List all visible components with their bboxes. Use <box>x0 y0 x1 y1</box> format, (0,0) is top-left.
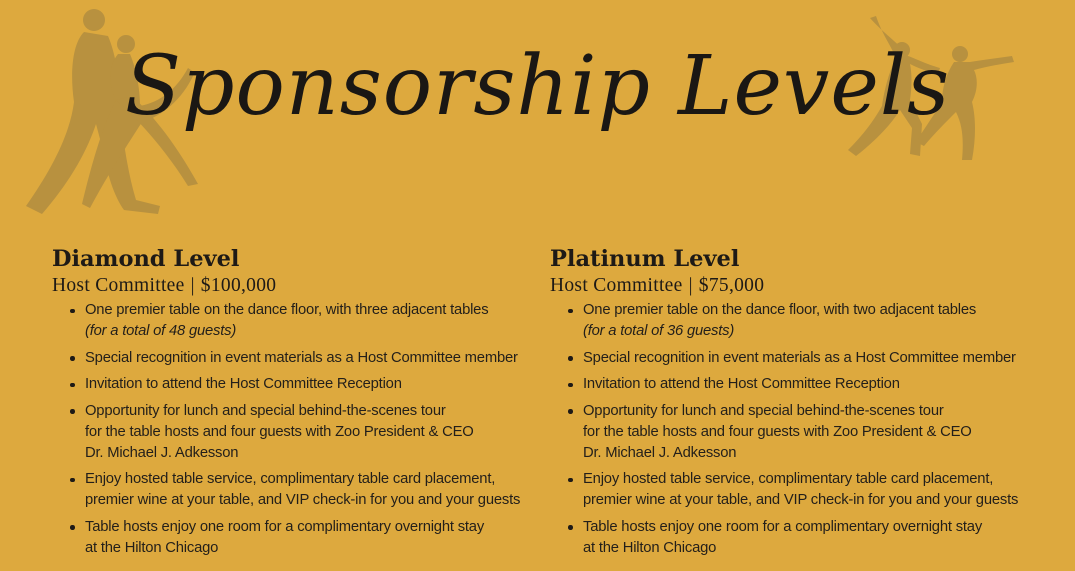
price: $75,000 <box>698 275 765 296</box>
committee-label: Host Committee <box>52 275 185 296</box>
benefit-line: Dr. Michael J. Adkesson <box>583 444 737 461</box>
benefit-line: Opportunity for lunch and special behind-the-scenes tour <box>85 402 446 419</box>
benefit-line: at the Hilton Chicago <box>583 539 717 556</box>
host-committee-line <box>52 274 522 298</box>
benefit-line: Invitation to attend the Host Committee Reception <box>583 376 900 392</box>
list-item <box>583 348 1020 369</box>
list-item <box>85 401 522 464</box>
host-committee-line <box>550 274 1020 298</box>
list-item <box>583 401 1020 464</box>
list-item <box>85 517 522 559</box>
benefits-list <box>550 300 1020 559</box>
list-item <box>85 348 522 369</box>
list-item <box>85 374 522 395</box>
committee-label: Host Committee <box>550 275 683 296</box>
level-title: Platinum Level <box>550 246 740 272</box>
list-item <box>583 300 1020 342</box>
platinum-level-column <box>550 244 1020 564</box>
benefit-line: for the table hosts and four guests with Zoo President & CEO <box>583 423 972 440</box>
level-title: Diamond Level <box>52 246 240 272</box>
benefit-line: Opportunity for lunch and special behind-the-scenes tour <box>583 402 944 419</box>
list-item <box>583 469 1020 511</box>
benefit-line: at the Hilton Chicago <box>85 539 219 556</box>
benefit-line: Table hosts enjoy one room for a complimentary overnight stay <box>85 518 485 535</box>
benefit-line: premier wine at your table, and VIP check-in for you and your guests <box>85 492 521 508</box>
benefit-line: One premier table on the dance floor, with three adjacent tables <box>85 302 489 318</box>
benefit-line: Enjoy hosted table service, complimentary table card placement, <box>85 471 496 487</box>
benefit-line: for the table hosts and four guests with Zoo President & CEO <box>85 423 474 440</box>
page-title: Sponsorship Levels <box>124 39 951 134</box>
separator: | <box>688 275 693 296</box>
benefit-line: One premier table on the dance floor, with two adjacent tables <box>583 302 977 318</box>
benefit-line: Invitation to attend the Host Committee Reception <box>85 376 402 392</box>
benefit-note: (for a total of 36 guests) <box>583 323 735 339</box>
benefit-line: Special recognition in event materials as a Host Committee member <box>85 349 518 366</box>
price: $100,000 <box>200 275 277 296</box>
list-item <box>583 517 1020 559</box>
benefit-note: (for a total of 48 guests) <box>85 323 237 339</box>
list-item <box>85 300 522 342</box>
list-item <box>85 469 522 511</box>
benefit-line: Dr. Michael J. Adkesson <box>85 444 239 461</box>
benefit-line: premier wine at your table, and VIP check-in for you and your guests <box>583 492 1019 508</box>
separator: | <box>190 275 195 296</box>
list-item <box>583 374 1020 395</box>
benefit-line: Table hosts enjoy one room for a complimentary overnight stay <box>583 518 983 535</box>
benefits-list <box>52 300 522 559</box>
benefit-line: Enjoy hosted table service, complimentary table card placement, <box>583 471 994 487</box>
diamond-level-column <box>52 244 522 564</box>
benefit-line: Special recognition in event materials as a Host Committee member <box>583 349 1016 366</box>
